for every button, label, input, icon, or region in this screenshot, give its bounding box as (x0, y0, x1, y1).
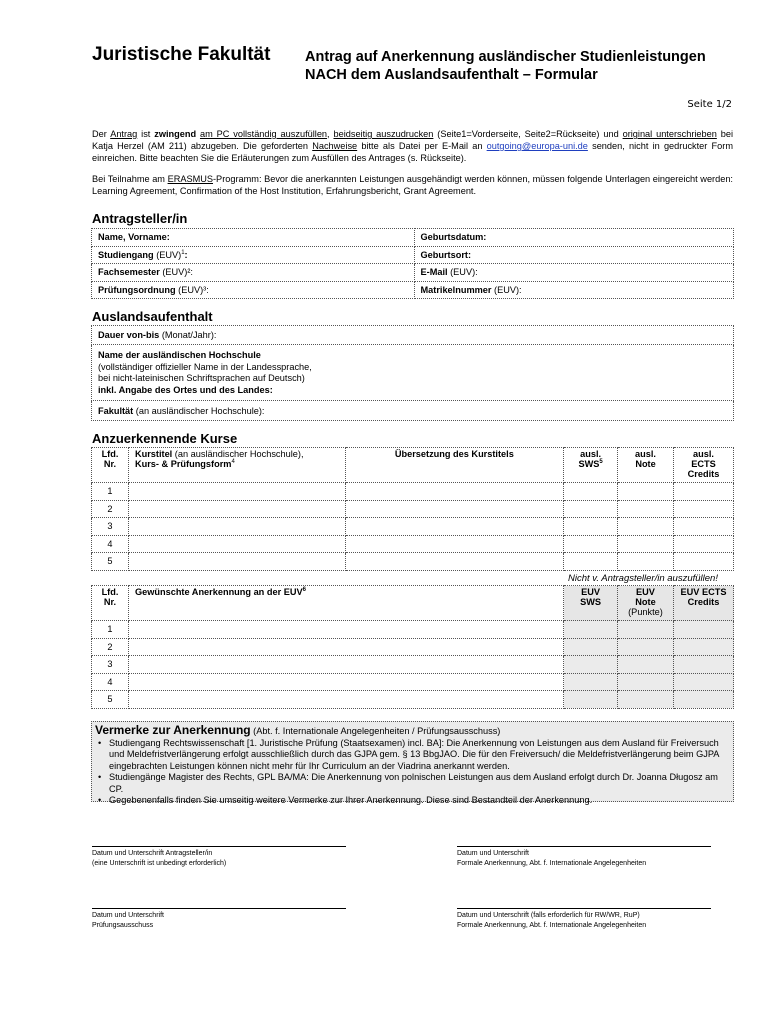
table-row[interactable]: 3 (92, 656, 734, 674)
staff-only-note: Nicht v. Antragsteller/in auszufüllen! (568, 573, 718, 584)
intro-paragraph-1: Der Antrag ist zwingend am PC vollständig auszufüllen, beidseitig auszudrucken (Seite1=Vorderseite, Seite2=Rückseite) und original unterschrieben bei Katja Herzel (AM 211) abzugeben. Die geforderten Nachweise bitte als Datei per E-Mail an outgoing@europa-uni.de senden, nicht in gedruckter Form einreichen. Bitte beachten Sie die Erläuterungen zum Ausfüllen des Antrages (s. Rückseite). (92, 129, 734, 163)
faculty-name: Juristische Fakultät (92, 44, 271, 65)
applicant-heading: Antragsteller/in (92, 211, 188, 226)
duration-field[interactable]: Dauer von-bis (Monat/Jahr): (92, 326, 734, 345)
list-item: • Gegebenenfalls finden Sie umseitig weitere Vermerke zur Ihrer Anerkennung. Diese sind Bestandteil der Anerkennung. (96, 795, 733, 806)
col-grade: ausl. Note (618, 448, 674, 483)
col-translation: Übersetzung des Kurstitels (345, 448, 564, 483)
col-euv-ects: EUV ECTS Credits (673, 586, 733, 621)
col-desired-recognition: Gewünschte Anerkennung an der EUV$^6$ (128, 586, 563, 621)
courses-table (91, 447, 734, 571)
signature-line[interactable] (92, 846, 346, 847)
birthdate-field[interactable]: Geburtsdatum: (414, 229, 734, 247)
remarks-heading: Vermerke zur Anerkennung (Abt. f. Internationale Angelegenheiten / Prüfungsausschuss) (95, 723, 501, 737)
signature-line[interactable] (457, 908, 711, 909)
name-field[interactable]: Name, Vorname: (92, 229, 415, 247)
table-row[interactable]: 5 (92, 553, 734, 571)
col-euv-grade: EUV Note (Punkte) (618, 586, 674, 621)
table-row[interactable]: 4 (92, 535, 734, 553)
table-row[interactable]: 5 (92, 691, 734, 709)
col-ects: ausl. ECTS Credits (673, 448, 733, 483)
title-line-2: NACH dem Auslandsaufenthalt – Formular (305, 67, 598, 83)
table-row[interactable]: 4 (92, 673, 734, 691)
remarks-box (91, 721, 734, 806)
title-line-1: Antrag auf Anerkennung ausländischer Studienleistungen (305, 49, 706, 65)
form-title (305, 48, 745, 84)
signature-line[interactable] (457, 846, 711, 847)
remarks-list (92, 738, 733, 806)
col-sws: ausl. SWS$^5$ (564, 448, 618, 483)
courses-heading: Anzuerkennende Kurse (92, 431, 238, 446)
program-field[interactable]: Studiengang (EUV)$^1$: (92, 246, 415, 264)
intro-paragraph-2: Bei Teilnahme am ERASMUS-Programm: Bevor die anerkannten Leistungen ausgehändigt werden können, müssen folgende Unterlagen eingereicht werden: Learning Agreement, Confirmation of the Host Institution, Erfahrungsbericht, Grant Agreement. (92, 174, 733, 196)
semester-field[interactable]: Fachsemester (EUV)²: (92, 264, 415, 282)
matrikel-field[interactable]: Matrikelnummer (EUV): (414, 281, 734, 299)
list-item: • Studiengang Rechtswissenschaft [1. Juristische Prüfung (Staatsexamen) incl. BA]: Die Anerkennung von Leistungen aus dem Ausland für Freiversuch und Meldefristverlängerung erfolgt ausschließlich durch das GJPA gem. § 13 BbgJAO. Die für den Freiversuch/ die Meldefristverlängerung beim GJPA eingebrachten Leistungen können nicht mehr für Ihr Curriculum an der Viadrina anerkannt werden. (96, 738, 733, 772)
applicant-table (91, 228, 734, 299)
signature-exam-board-caption: Datum und Unterschrift Prüfungsausschuss (92, 912, 164, 929)
col-nr: Lfd. Nr. (92, 448, 129, 483)
recognition-table (91, 585, 734, 709)
host-university-field[interactable]: Name der ausländischen Hochschule (vollständiger offizieller Name in der Landessprache, bei nicht-lateinischen Schriftsprachen auf Deutsch) inkl. Angabe des Ortes und des Landes: (92, 345, 734, 401)
table-row[interactable]: 3 (92, 518, 734, 536)
table-row[interactable]: 2 (92, 500, 734, 518)
signature-international-caption: Datum und Unterschrift Formale Anerkennung, Abt. f. Internationale Angelegenheiten (457, 850, 647, 867)
col-nr: Lfd. Nr. (92, 586, 129, 621)
table-row[interactable]: 2 (92, 638, 734, 656)
signature-applicant-caption: Datum und Unterschrift Antragsteller/in (eine Unterschrift ist unbedingt erforderlich) (92, 850, 227, 867)
birthplace-field[interactable]: Geburtsort: (414, 246, 734, 264)
signature-formal-caption: Datum und Unterschrift (falls erforderlich für RW/WR, RuP) Formale Anerkennung, Abt. f. Internationale Angelegenheiten (457, 912, 647, 929)
abroad-table (91, 325, 734, 421)
signature-line[interactable] (92, 908, 346, 909)
page-number: Seite 1/2 (687, 99, 732, 110)
exam-regulation-field[interactable]: Prüfungsordnung (EUV)³: (92, 281, 415, 299)
email-link[interactable]: outgoing@europa-uni.de (486, 141, 588, 151)
table-row[interactable]: 1 (92, 483, 734, 501)
host-faculty-field[interactable]: Fakultät (an ausländischer Hochschule): (92, 401, 734, 421)
abroad-heading: Auslandsaufenthalt (92, 309, 213, 324)
email-field[interactable]: E-Mail (EUV): (414, 264, 734, 282)
col-course-title: Kurstitel (an ausländischer Hochschule), Kurs- & Prüfungsform$^4$ (128, 448, 345, 483)
table-row[interactable]: 1 (92, 621, 734, 639)
col-euv-sws: EUV SWS (564, 586, 618, 621)
list-item: • Studiengänge Magister des Rechts, GPL BA/MA: Die Anerkennung von polnischen Leistungen aus dem Ausland erfolgt durch Dr. Joanna Długosz am CP. (96, 772, 733, 795)
